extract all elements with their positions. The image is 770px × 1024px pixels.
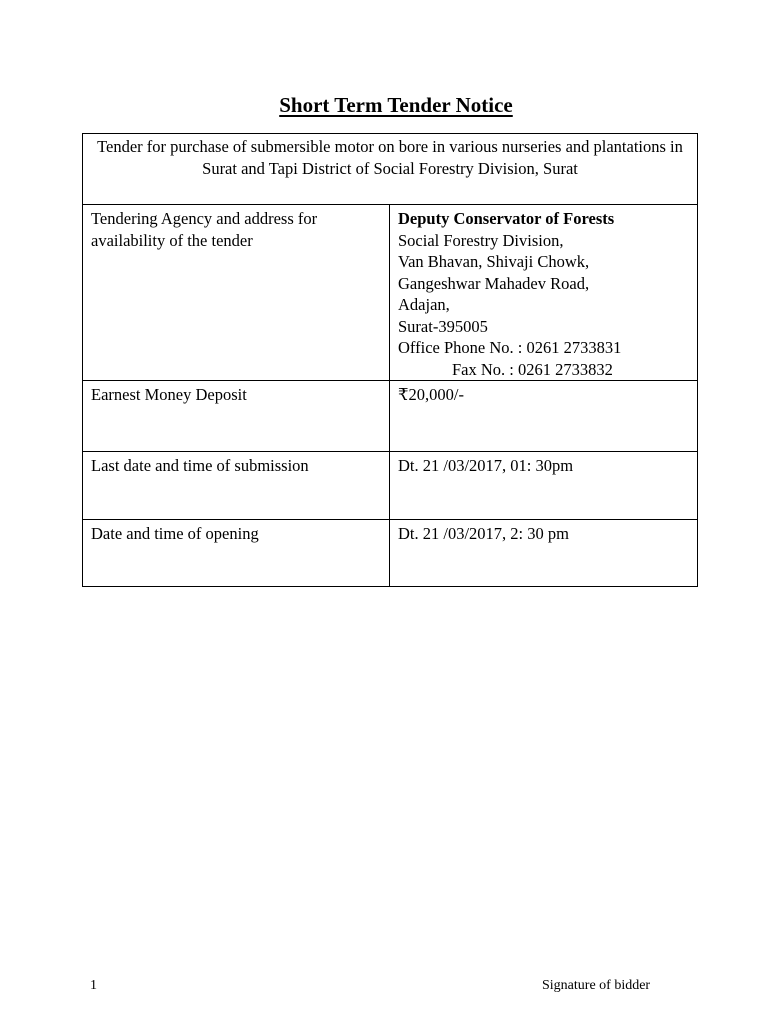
- page-title: Short Term Tender Notice: [279, 93, 513, 117]
- earnest-money-value: ₹20,000/-: [390, 381, 698, 452]
- tendering-agency-label: Tendering Agency and address for availability of the tender: [83, 205, 390, 381]
- tendering-agency-address: [390, 205, 698, 381]
- earnest-money-row: [83, 381, 698, 452]
- opening-date-label: Date and time of opening: [83, 520, 390, 587]
- fax-number: Fax No. : 0261 2733832: [452, 359, 613, 379]
- opening-date-value: Dt. 21 /03/2017, 2: 30 pm: [390, 520, 698, 587]
- last-submission-label: Last date and time of submission: [83, 452, 390, 520]
- last-submission-row: [83, 452, 698, 520]
- agency-name: Deputy Conservator of Forests: [398, 209, 615, 228]
- opening-date-row: [83, 520, 698, 587]
- address-line: Adajan,: [398, 295, 450, 314]
- page-number: 1: [90, 978, 97, 993]
- tender-details-table: [82, 133, 698, 587]
- tender-purpose-text: Tender for purchase of submersible motor on bore in various nurseries and plantations in Surat and Tapi District of Social Forestry Division, Surat: [83, 134, 698, 205]
- address-line: Gangeshwar Mahadev Road,: [398, 273, 590, 293]
- office-phone: Office Phone No. : 0261 2733831: [398, 338, 622, 357]
- address-line: Surat-395005: [398, 316, 488, 336]
- tender-purpose-row: [83, 134, 698, 205]
- last-submission-value: Dt. 21 /03/2017, 01: 30pm: [390, 452, 698, 520]
- address-line: Van Bhavan, Shivaji Chowk,: [398, 252, 590, 271]
- address-line: Social Forestry Division,: [398, 230, 564, 250]
- tendering-agency-row: [83, 205, 698, 381]
- signature-of-bidder: Signature of bidder: [542, 978, 651, 993]
- earnest-money-label: Earnest Money Deposit: [83, 381, 390, 452]
